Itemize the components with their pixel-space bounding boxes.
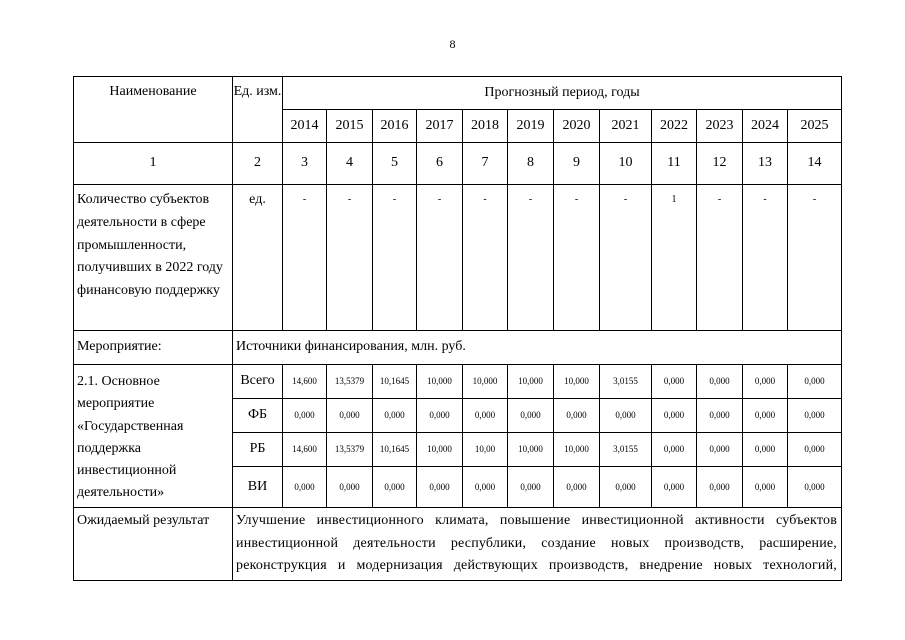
- indicator-value: 1: [652, 185, 697, 331]
- finance-value: 0,000: [788, 365, 842, 399]
- column-number: 4: [327, 143, 373, 185]
- indicator-value: -: [554, 185, 600, 331]
- finance-value: 0,000: [652, 433, 697, 467]
- finance-row-total: [74, 365, 842, 399]
- year-cell: 2025: [788, 110, 842, 143]
- column-number: 7: [463, 143, 508, 185]
- finance-value: 0,000: [788, 467, 842, 508]
- finance-value: 0,000: [697, 433, 743, 467]
- finance-value: 10,000: [508, 433, 554, 467]
- funding-sources: Источники финансирования, млн. руб.: [233, 331, 842, 365]
- page-number: 8: [449, 37, 456, 51]
- finance-value: 10,000: [554, 365, 600, 399]
- header-row: [74, 77, 842, 110]
- indicator-value: -: [788, 185, 842, 331]
- finance-value: 0,000: [600, 467, 652, 508]
- indicator-value: -: [743, 185, 788, 331]
- finance-type: ФБ: [233, 399, 283, 433]
- column-number: 3: [283, 143, 327, 185]
- indicator-value: -: [283, 185, 327, 331]
- column-number: 10: [600, 143, 652, 185]
- finance-value: 0,000: [697, 399, 743, 433]
- year-cell: 2015: [327, 110, 373, 143]
- finance-value: 0,000: [788, 433, 842, 467]
- finance-value: 0,000: [652, 399, 697, 433]
- finance-value: 0,000: [373, 467, 417, 508]
- finance-value: 0,000: [652, 365, 697, 399]
- finance-value: 10,000: [417, 433, 463, 467]
- finance-value: 10,00: [463, 433, 508, 467]
- year-cell: 2022: [652, 110, 697, 143]
- finance-value: 14,600: [283, 433, 327, 467]
- column-number: 9: [554, 143, 600, 185]
- finance-value: 0,000: [743, 467, 788, 508]
- column-number: 11: [652, 143, 697, 185]
- finance-value: 0,000: [697, 365, 743, 399]
- finance-value: 0,000: [508, 467, 554, 508]
- column-number: 14: [788, 143, 842, 185]
- finance-value: 3,0155: [600, 365, 652, 399]
- finance-value: 0,000: [788, 399, 842, 433]
- column-number: 1: [74, 143, 233, 185]
- result-line: Улучшение инвестиционного климата, повышение инвестиционной активности субъектов: [236, 513, 838, 528]
- finance-type: Всего: [233, 365, 283, 399]
- finance-value: 0,000: [327, 467, 373, 508]
- finance-value: 13,5379: [327, 365, 373, 399]
- header-name: Наименование: [74, 77, 233, 143]
- finance-value: 3,0155: [600, 433, 652, 467]
- finance-value: 0,000: [327, 399, 373, 433]
- result-line: реконструкция и модернизация действующих производств, внедрение новых технологий,: [236, 558, 838, 573]
- finance-value: 10,000: [417, 365, 463, 399]
- year-cell: 2021: [600, 110, 652, 143]
- finance-value: 0,000: [652, 467, 697, 508]
- year-cell: 2020: [554, 110, 600, 143]
- finance-value: 14,600: [283, 365, 327, 399]
- finance-value: 0,000: [417, 467, 463, 508]
- result-line: инвестиционной деятельности республики, создание новых производств, расширение,: [236, 535, 838, 551]
- result-text: [233, 508, 842, 581]
- year-cell: 2024: [743, 110, 788, 143]
- finance-value: 0,000: [508, 399, 554, 433]
- finance-value: 0,000: [283, 399, 327, 433]
- year-cell: 2018: [463, 110, 508, 143]
- finance-value: 10,000: [554, 433, 600, 467]
- main-event-label: 2.1. Основное мероприятие «Государственная поддержка инвестиционной деятельности»: [74, 365, 233, 508]
- finance-value: 0,000: [743, 399, 788, 433]
- finance-value: 0,000: [463, 399, 508, 433]
- indicator-value: -: [697, 185, 743, 331]
- finance-value: 0,000: [463, 467, 508, 508]
- year-cell: 2019: [508, 110, 554, 143]
- indicator-value: -: [463, 185, 508, 331]
- header-unit: Ед. изм.: [233, 77, 283, 143]
- finance-value: 10,1645: [373, 365, 417, 399]
- result-row: [74, 508, 842, 581]
- indicator-value: -: [508, 185, 554, 331]
- column-numbers-row: [74, 143, 842, 185]
- header-period: Прогнозный период, годы: [283, 77, 842, 110]
- indicator-row: [74, 185, 842, 331]
- indicator-value: -: [373, 185, 417, 331]
- column-number: 2: [233, 143, 283, 185]
- finance-value: 0,000: [283, 467, 327, 508]
- finance-value: 0,000: [697, 467, 743, 508]
- year-cell: 2016: [373, 110, 417, 143]
- activity-row: [74, 331, 842, 365]
- indicator-unit: ед.: [233, 185, 283, 331]
- year-cell: 2014: [283, 110, 327, 143]
- column-number: 13: [743, 143, 788, 185]
- result-label: Ожидаемый результат: [74, 508, 233, 581]
- program-table: [73, 76, 842, 581]
- finance-value: 0,000: [554, 399, 600, 433]
- finance-value: 10,000: [508, 365, 554, 399]
- year-cell: 2023: [697, 110, 743, 143]
- column-number: 6: [417, 143, 463, 185]
- column-number: 8: [508, 143, 554, 185]
- finance-value: 0,000: [743, 433, 788, 467]
- finance-value: 10,1645: [373, 433, 417, 467]
- finance-value: 13,5379: [327, 433, 373, 467]
- finance-type: ВИ: [233, 467, 283, 508]
- indicator-value: -: [600, 185, 652, 331]
- finance-type: РБ: [233, 433, 283, 467]
- column-number: 5: [373, 143, 417, 185]
- finance-value: 10,000: [463, 365, 508, 399]
- column-number: 12: [697, 143, 743, 185]
- finance-value: 0,000: [554, 467, 600, 508]
- indicator-label: Количество субъектов деятельности в сфере промышленности, получивших в 2022 году финансовую поддержку: [74, 185, 233, 331]
- year-cell: 2017: [417, 110, 463, 143]
- finance-value: 0,000: [417, 399, 463, 433]
- finance-value: 0,000: [743, 365, 788, 399]
- indicator-value: -: [327, 185, 373, 331]
- finance-value: 0,000: [600, 399, 652, 433]
- finance-value: 0,000: [373, 399, 417, 433]
- activity-label: Мероприятие:: [74, 331, 233, 365]
- indicator-value: -: [417, 185, 463, 331]
